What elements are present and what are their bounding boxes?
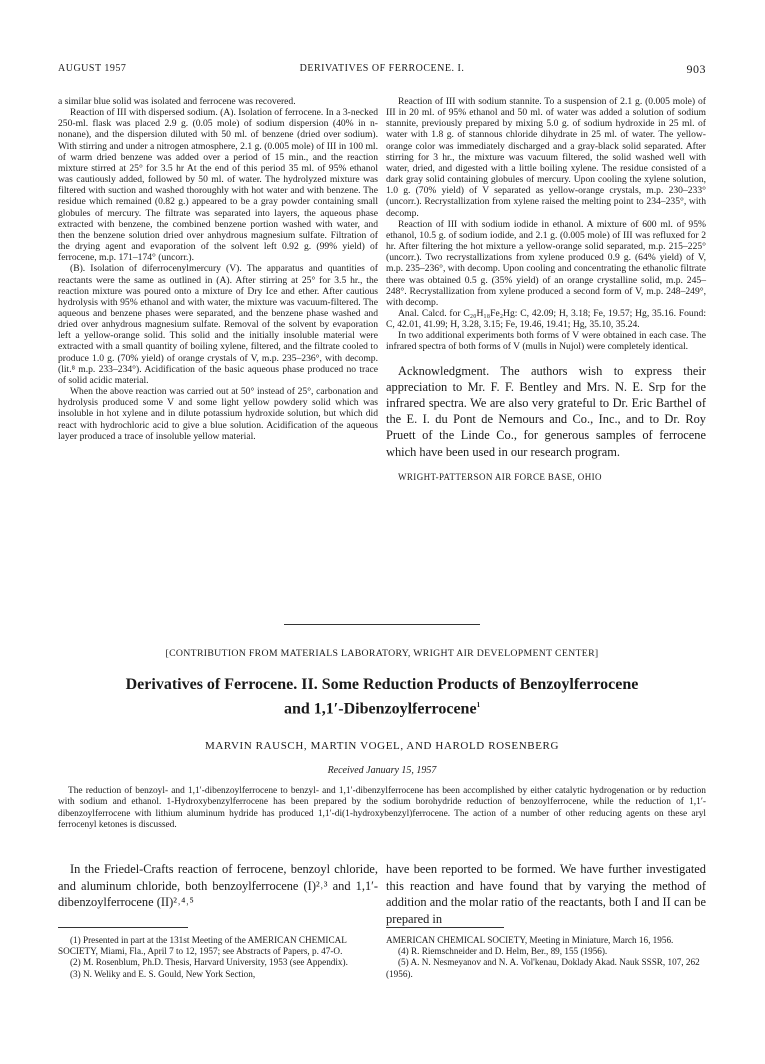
header-date: AUGUST 1957 — [58, 63, 127, 74]
article-title — [58, 675, 706, 719]
paragraph: Anal. Calcd. for C₂₀H₁₈Fe₂Hg: C, 42.09; H, 3.18; Fe, 19.57; Hg, 35.16. Found: C, 42.01, 41.99; H, 3.28, 3.15; Fe, 19.46, 19.41; Hg, 35.10, 35.24. — [386, 307, 706, 331]
section-divider — [284, 624, 480, 625]
received-date: Received January 15, 1957 — [327, 765, 437, 776]
title-line-1: Derivatives of Ferrocene. II. Some Reduction Products of Benzoylferrocene — [125, 676, 639, 693]
paragraph: (B). Isolation of diferrocenylmercury (V). The apparatus and quantities of reactants were the same as outlined in (A). After stirring at 25° for 3.5 hr., the reaction mixture was poured onto a mixture of Dry Ice and ether. After cautious hydrolysis with 95% ethanol and with water, the mixture was vacuum-filtered. The aqueous and benzene phases were separated, and the benzene phase washed and dried over anhydrous magnesium sulfate. Removal of the solvent by evaporation left a yellow-orange solid. This solid and the initially insoluble material were extracted with a small quantity of boiling xylene, filtered, and the filtrate cooled to produce 1.0 g. (70% yield) of orange crystals of V, m.p. 235–236°, with decomp. (lit.⁸ m.p. 233–234°). Acidification of the basic aqueous phase produced no trace of solid acidic material. — [58, 263, 378, 386]
footnote: (5) A. N. Nesmeyanov and N. A. Vol'kenau, Doklady Akad. Nauk SSSR, 107, 262 (1956). — [386, 957, 700, 979]
author-list: MARVIN RAUSCH, MARTIN VOGEL, AND HAROLD ROSENBERG — [204, 740, 559, 752]
footnote-rule — [58, 927, 188, 928]
acknowledgment: Acknowledgment. The authors wish to express their appreciation to Mr. F. F. Bentley and Mrs. N. E. Srp for the infrared spectra. We are also very grateful to Dr. Eric Barthel of the E. I. du Pont de Nemours and Co., Inc., and to Dr. Roy Pruett of the Linde Co., for generous samples of ferrocene which have been used in our research program. — [386, 363, 706, 459]
affiliation-address: WRIGHT-PATTERSON AIR FORCE BASE, OHIO — [398, 471, 602, 482]
footnotes-right — [386, 935, 706, 980]
footnote: (2) M. Rosenblum, Ph.D. Thesis, Harvard University, 1953 (see Appendix). — [70, 957, 348, 968]
paragraph: Reaction of III with sodium iodide in ethanol. A mixture of 600 ml. of 95% ethanol, 10.5 g. of sodium iodide, and 2.1 g. (0.005 mole) of III was refluxed for 2 hr. After filtering the hot mixture a yellow-orange solid separated, m.p. 215–225° (uncorr.). Two recrystallizations from xylene produced 0.9 g. (64% yield) of V, m.p. 235–236°, with decomp. Upon cooling and concentrating the ethanolic filtrate there was obtained 0.5 g. (35% yield) of an orange crystalline solid, m.p. 245–248°. Recrystallization from xylene produced a second form of V, m.p. 248–249°, with decomp. — [386, 218, 706, 308]
footnote: AMERICAN CHEMICAL SOCIETY, Meeting in Miniature, March 16, 1956. — [386, 935, 674, 945]
paragraph: In two additional experiments both forms of V were obtained in each case. The infrared spectra of both forms of V (mulls in Nujol) were completely identical. — [386, 330, 706, 353]
abstract: The reduction of benzoyl- and 1,1′-dibenzoylferrocene to benzyl- and 1,1′-dibenzylferrocene has been accomplished by either catalytic hydrogenation or by reduction with sodium and ethanol. 1-Hydroxybenzylferrocene has been prepared by the sodium borohydride reduction of benzoylferrocene, while the reduction of 1,1′-dibenzoylferrocene with lithium aluminum hydride has produced 1,1′-di(1-hydroxybenzyl)ferrocene. The action of a number of other reducing agents on these aryl ferrocenyl ketones is discussed. — [58, 786, 706, 831]
footnote-rule — [386, 927, 504, 928]
paragraph: a similar blue solid was isolated and ferrocene was recovered. — [58, 96, 296, 107]
footnote: (1) Presented in part at the 131st Meeting of the AMERICAN CHEMICAL SOCIETY, Miami, Fla., April 7 to 12, 1957; see Abstracts of Papers, p. 47-O. — [58, 935, 347, 957]
left-column — [58, 96, 378, 442]
title-footnote-mark: 1 — [476, 701, 481, 709]
title-line-2: and 1,1′-Dibenzoylferrocene — [283, 700, 477, 718]
contribution-line: [CONTRIBUTION FROM MATERIALS LABORATORY, WRIGHT AIR DEVELOPMENT CENTER] — [165, 648, 599, 659]
header-title: DERIVATIVES OF FERROCENE. I. — [299, 63, 465, 74]
footnote: (3) N. Weliky and E. S. Gould, New York Section, — [70, 968, 256, 979]
paragraph: Reaction of III with sodium stannite. To a suspension of 2.1 g. (0.005 mole) of III in 20 ml. of 95% ethanol and 50 ml. of water was added a solution of sodium stannite, previously prepared by mixing 5.0 g. of sodium hydroxide in 25 ml. of water with 1.8 g. of stannous chloride dihydrate in 25 ml. of water. The yellow-orange color was immediately discharged and a gray-black solid separated. After stirring for 3 hr., the mixture was vacuum filtered, the solid washed well with water, dried, and digested with a little boiling xylene. The residue consisted of a dark gray solid containing globules of mercury. Upon cooling the xylene solution, 1.0 g. (70% yield) of V separated as yellow-orange crystals, m.p. 230–233° (uncorr.). Recrystallization from xylene raised the melting point to 234–235°, with decomp. — [386, 96, 706, 219]
paragraph: Reaction of III with dispersed sodium. (A). Isolation of ferrocene. In a 3-necked 250-ml. flask was placed 2.9 g. (0.05 mole) of sodium dispersion (40% in n-nonane), and the dispersion diluted with 50 ml. of benzene (dried over sodium). With stirring and under a nitrogen atmosphere, 2.1 g. (0.005 mole) of III in 100 ml. of warm dried benzene was added over a period of 15 min., and the reaction mixture stirred at 25° for 3.5 hr At the end of this period 35 ml. of 95% ethanol was cautiously added, followed by 50 ml. of water. The hydrolyzed mixture was filtered with suction and washed thoroughly with hot water and with benzene. The residue which remained (0.82 g.) appeared to be a gray powder containing small globules of mercury. The filtrate was separated into layers, the aqueous phase extracted with benzene, the combined benzene portion washed with water, and then the benzene solution dried over anhydrous magnesium sulfate. Filtration of the drying agent and evaporation of the solvent left 0.92 g. (99% yield) of ferrocene, m.p. 171–174° (uncorr.). — [58, 107, 378, 264]
running-header — [58, 63, 706, 77]
footnote: (4) R. Riemschneider and D. Helm, Ber., 89, 155 (1956). — [398, 946, 608, 957]
right-column — [386, 96, 706, 483]
paragraph: When the above reaction was carried out at 50° instead of 25°, carbonation and hydrolysis produced some V and some light yellow powdery solid which was insoluble in hot xylene and in dilute potassium hydroxide solution, but which did react with hydrochloric acid to give a blue solution. Acidification of the aqueous layer produced a trace of insoluble yellow material. — [58, 386, 378, 442]
body-text-left: In the Friedel-Crafts reaction of ferrocene, benzoyl chloride, and aluminum chloride, both benzoylferrocene (I)²˒³ and 1,1′-dibenzoylferrocene (II)²˒⁴˒⁵ — [58, 862, 378, 910]
page-number: 903 — [686, 62, 706, 76]
body-text-right: have been reported to be formed. We have further investigated this reaction and have found that by varying the method of addition and the molar ratio of the reactants, both I and II can be prepared in — [386, 862, 706, 926]
footnotes-left — [58, 935, 378, 980]
